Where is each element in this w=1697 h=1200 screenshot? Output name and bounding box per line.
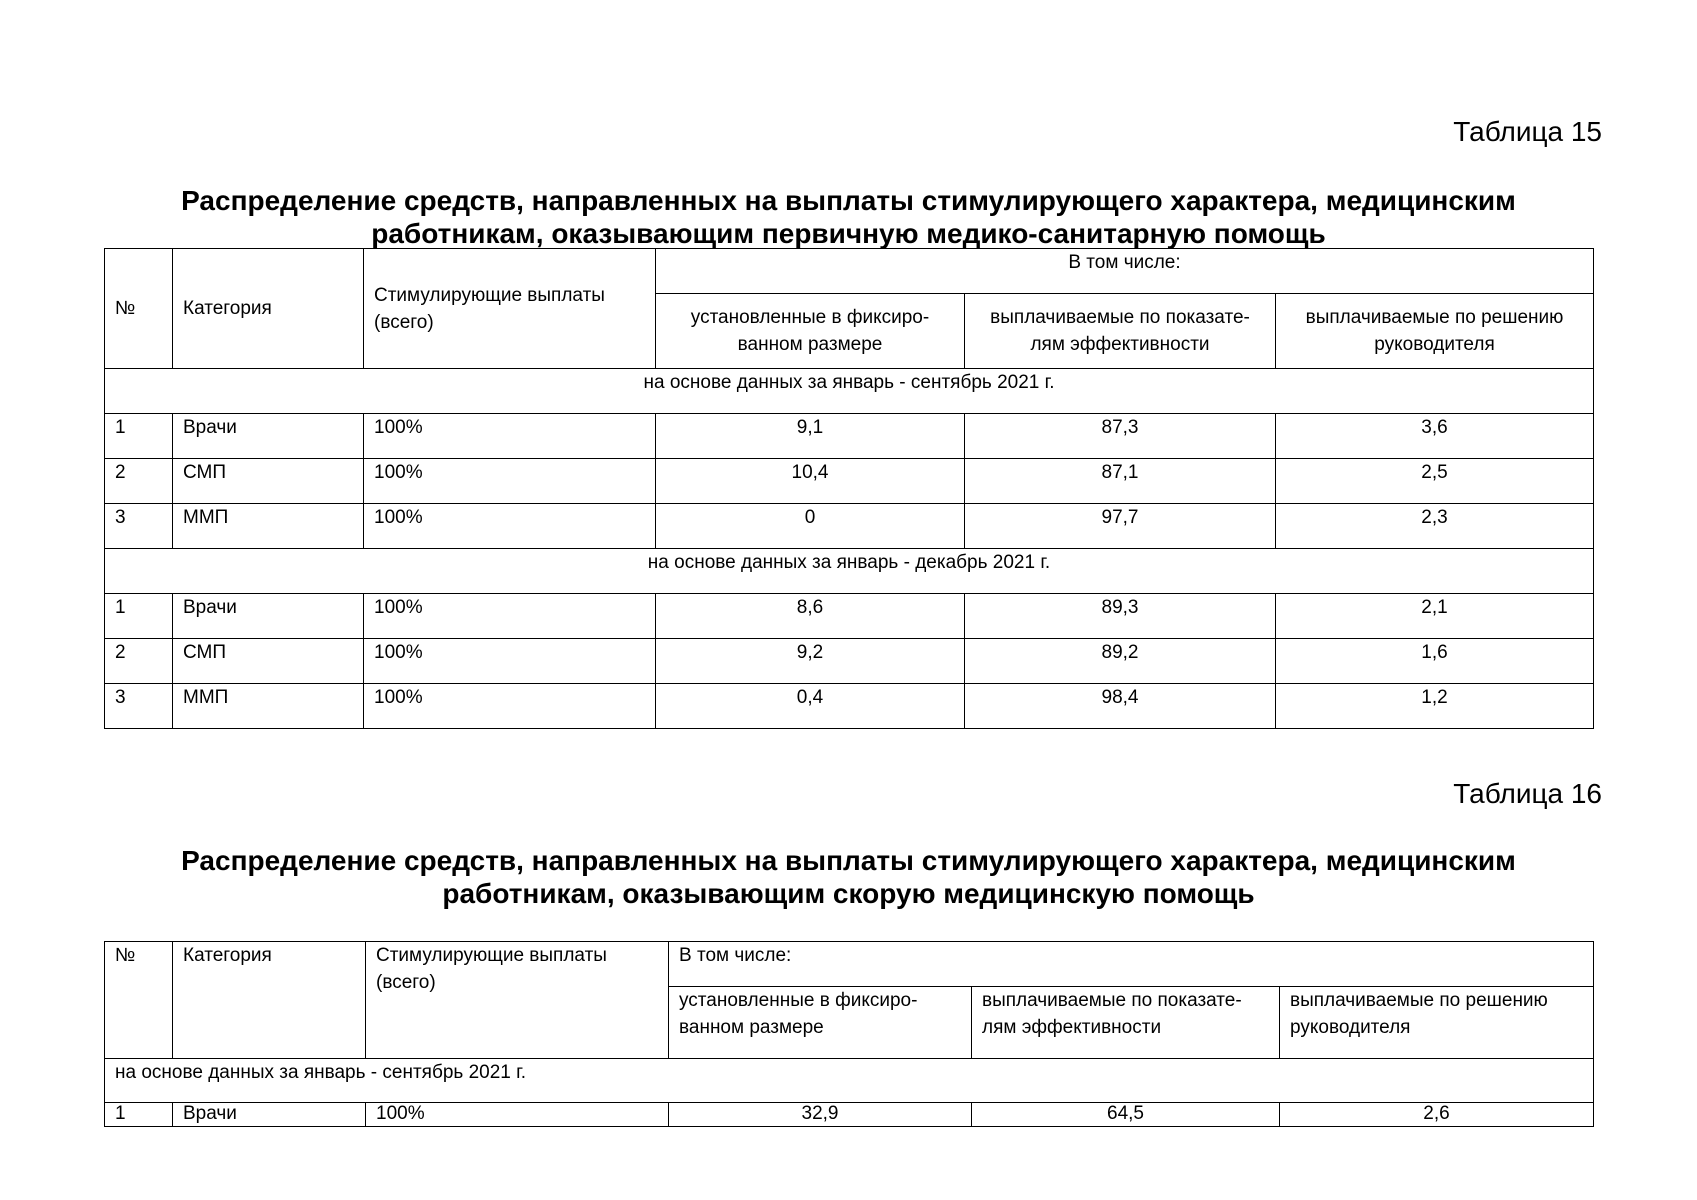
cell-category: Врачи <box>173 594 364 639</box>
cell-total: 100% <box>364 639 656 684</box>
table-row <box>105 459 1594 504</box>
cell-fixed: 32,9 <box>669 1103 972 1127</box>
table-row <box>105 504 1594 549</box>
cell-manager: 3,6 <box>1276 414 1594 459</box>
header-total: Стимулирующие выплаты (всего) <box>364 249 656 369</box>
header-performance: выплачиваемые по показате-лям эффективности <box>972 987 1280 1059</box>
table-row <box>105 594 1594 639</box>
cell-fixed: 8,6 <box>656 594 965 639</box>
cell-category: СМП <box>173 459 364 504</box>
table-15-title-line-1: Распределение средств, направленных на выплаты стимулирующего характера, медицинским <box>181 185 1516 216</box>
table-16-title-line-1: Распределение средств, направленных на выплаты стимулирующего характера, медицинским <box>181 845 1516 876</box>
table-row <box>105 639 1594 684</box>
cell-num: 3 <box>105 504 173 549</box>
section-row <box>105 549 1594 594</box>
cell-num: 3 <box>105 684 173 729</box>
cell-category: СМП <box>173 639 364 684</box>
cell-performance: 64,5 <box>972 1103 1280 1127</box>
header-fixed: установленные в фиксиро-ванном размере <box>656 294 965 369</box>
cell-total: 100% <box>364 594 656 639</box>
table-15-title <box>0 184 1697 250</box>
header-including: В том числе: <box>669 942 1594 987</box>
cell-manager: 1,6 <box>1276 639 1594 684</box>
cell-fixed: 9,2 <box>656 639 965 684</box>
cell-performance: 97,7 <box>965 504 1276 549</box>
table-16-header-row-1 <box>105 942 1594 987</box>
cell-category: ММП <box>173 684 364 729</box>
table-15-label: Таблица 15 <box>1453 116 1602 147</box>
cell-category: ММП <box>173 504 364 549</box>
header-total: Стимулирующие выплаты (всего) <box>366 942 669 1059</box>
cell-num: 1 <box>105 594 173 639</box>
cell-total: 100% <box>364 414 656 459</box>
table-16-title-line-2: работникам, оказывающим скорую медицинскую помощь <box>442 878 1255 909</box>
cell-performance: 89,2 <box>965 639 1276 684</box>
cell-total: 100% <box>364 504 656 549</box>
cell-performance: 98,4 <box>965 684 1276 729</box>
table-16 <box>104 941 1594 1127</box>
cell-performance: 87,3 <box>965 414 1276 459</box>
table-row <box>105 1103 1594 1127</box>
section-row <box>105 369 1594 414</box>
table-row <box>105 414 1594 459</box>
cell-category: Врачи <box>173 414 364 459</box>
table-16-label: Таблица 16 <box>1453 778 1602 809</box>
cell-performance: 87,1 <box>965 459 1276 504</box>
cell-total: 100% <box>364 684 656 729</box>
cell-fixed: 10,4 <box>656 459 965 504</box>
header-manager: выплачиваемые по решению руководителя <box>1276 294 1594 369</box>
cell-fixed: 0 <box>656 504 965 549</box>
section-row <box>105 1059 1594 1103</box>
cell-manager: 1,2 <box>1276 684 1594 729</box>
table-15-title-line-2: работникам, оказывающим первичную медико-санитарную помощь <box>371 218 1326 249</box>
cell-num: 2 <box>105 459 173 504</box>
header-category: Категория <box>173 249 364 369</box>
cell-total: 100% <box>366 1103 669 1127</box>
cell-num: 1 <box>105 414 173 459</box>
header-num: № <box>105 249 173 369</box>
header-manager: выплачиваемые по решению руководителя <box>1280 987 1594 1059</box>
cell-performance: 89,3 <box>965 594 1276 639</box>
section-label: на основе данных за январь - сентябрь 2021 г. <box>105 369 1594 414</box>
cell-num: 1 <box>105 1103 173 1127</box>
cell-manager: 2,6 <box>1280 1103 1594 1127</box>
section-label: на основе данных за январь - декабрь 2021 г. <box>105 549 1594 594</box>
header-fixed: установленные в фиксиро-ванном размере <box>669 987 972 1059</box>
table-15 <box>104 248 1594 729</box>
cell-category: Врачи <box>173 1103 366 1127</box>
table-row <box>105 684 1594 729</box>
table-15-header-row-1 <box>105 249 1594 294</box>
header-including: В том числе: <box>656 249 1594 294</box>
cell-num: 2 <box>105 639 173 684</box>
header-num: № <box>105 942 173 1059</box>
cell-total: 100% <box>364 459 656 504</box>
cell-manager: 2,1 <box>1276 594 1594 639</box>
header-category: Категория <box>173 942 366 1059</box>
cell-fixed: 0,4 <box>656 684 965 729</box>
cell-fixed: 9,1 <box>656 414 965 459</box>
section-label: на основе данных за январь - сентябрь 2021 г. <box>105 1059 1594 1103</box>
cell-manager: 2,5 <box>1276 459 1594 504</box>
header-performance: выплачиваемые по показате-лям эффективности <box>965 294 1276 369</box>
table-16-title <box>0 844 1697 910</box>
cell-manager: 2,3 <box>1276 504 1594 549</box>
